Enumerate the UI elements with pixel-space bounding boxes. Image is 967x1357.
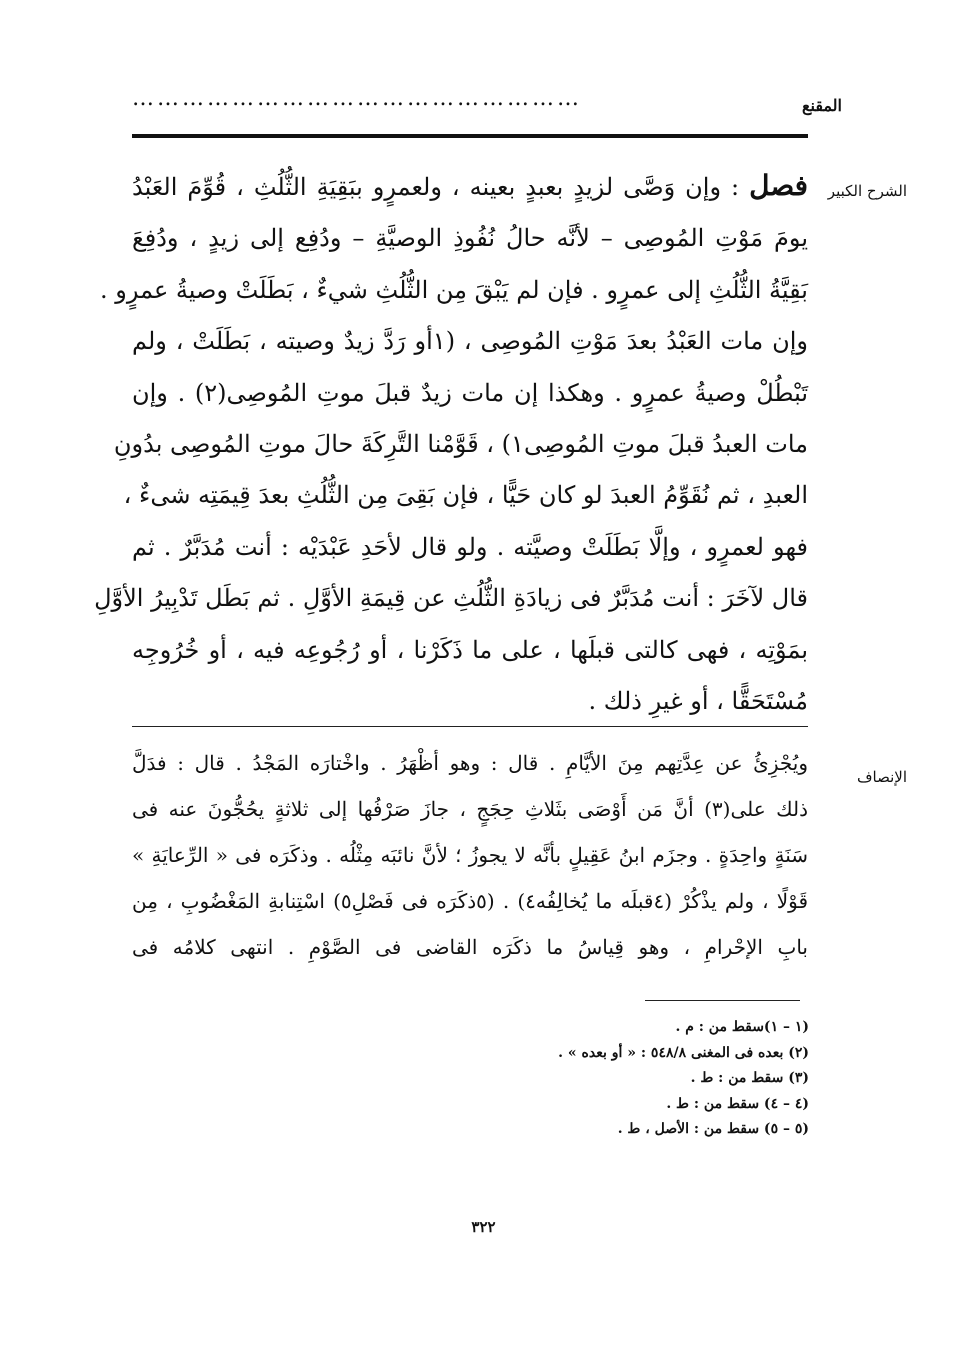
fasl-heading: فصل [749, 169, 808, 202]
sharh-line: قال لآخَرَ : أنت مُدَبَّرٌ فى زيادَةِ الثُّلُثِ عن قِيمَةِ الأوَّلِ . ثم بَطَل تَدْبِيرُ الأوَّلِ [94, 584, 808, 613]
sharh-line-text: : وإن وَصَّى لزيدٍ بعبدٍ بعينه ، ولعمرٍو ببَقِيَةِ الثُّلُثِ ، قُوِّمَ العَبْدُ [132, 173, 740, 201]
insaf-line: ذلك على(٣) أنَّ مَن أَوْصَى بثَلاثِ حِجَجٍ ، جازَ صَرْفُها إلى ثلاثةٍ يحُجُّونَ عنه فى [132, 797, 808, 821]
sharh-line: بمَوْتِه ، فهى كالتى قبلَها ، على ما ذَكَرْنا ، أو رُجُوعِه فيه ، أو خُرُوجِه [132, 635, 808, 664]
sharh-line: فهو لعمرٍو ، وإلَّا بَطَلَتْ وصيَّته . ولو قال لأحَدِ عَبْدَيْه : أنت مُدَبَّرٌ . ثم [132, 532, 808, 561]
section-divider [132, 726, 808, 727]
footnote: (٢) بعده فى المغنى ٥٤٨/٨ : « أو بعده » . [558, 1044, 809, 1061]
footnotes [409, 1015, 809, 1143]
insaf-line: بابِ الإحْرامِ ، وهو قِياسُ ما ذكَرَه القاضى فى الصَّوْمِ . انتهى كلامُه فى [132, 935, 808, 959]
section-label-sharh: الشرح الكبير [827, 182, 907, 200]
page-number: ٣٢٢ [471, 1218, 496, 1236]
sharh-line: وإن مات العَبْدُ بعدَ مَوْتِ المُوصِى ، (١أو رَدَّ زيدٌ وصيته ، بَطَلَتْ ، ولم [132, 327, 808, 356]
section-label-insaf: الإنصاف [856, 768, 907, 786]
footnote: (٣) سقط من : ط . [690, 1070, 809, 1086]
insaf-line: سَنَةٍ واحِدَةٍ . وجزَم ابنُ عَقِيلٍ بأنَّه لا يجوزُ ؛ لأنَّ نائبَه مِثْلُه . وذكَرَه فى « الرِّعايَةِ » [132, 843, 808, 867]
insaf-text-block [132, 740, 808, 970]
footnote: (١ – ١)سقط من : م . [675, 1019, 809, 1035]
insaf-line: ويُجْزِئُ عن عِدَّتِهم مِنَ الأيَّامِ . قال : وهو أظْهَرُ . واخْتارَه المَجْدُ . قال : فدَلَّ [132, 751, 808, 775]
footnote: (٥ – ٥) سقط من : الأصل ، ط . [617, 1121, 809, 1137]
sharh-line: بَقِيَّةُ الثُّلُثِ إلى عمرٍو . فإن لم يَبْقَ مِن الثُّلُثِ شيءٌ ، بَطَلَتْ وصيةُ عمرٍو . [100, 275, 808, 304]
running-header-title: المقنع [801, 96, 842, 115]
header-dot-leader: ……………………………………………… [132, 86, 582, 111]
sharh-line: العبدِ ، ثم نُقَوِّمُ العبدَ لو كان حَيًّا ، فإن بَقِىَ مِن الثُّلُثِ بعدَ قِيمَتِه شىءٌ ، [123, 481, 808, 510]
insaf-line: قَوْلًا ، ولم يذْكُرْ (٤قبلَه ما يُخالِفُه٤) . (٥ذكَرَه فى فَصْلِ٥) اسْتِنابةِ المَغْضُوبِ ، مِن [132, 889, 809, 913]
footnote: (٤ – ٤) سقط من : ط . [666, 1095, 809, 1112]
sharh-line [132, 160, 808, 213]
sharh-text-block [94, 160, 809, 727]
sharh-line: مُسْتَحَقًّا ، أو غيرِ ذلك . [588, 687, 808, 716]
sharh-line: تَبْطُلْ وصيةُ عمرٍو . وهكذا إن مات زيدٌ قبلَ موتِ المُوصِى(٢) . وإن [132, 378, 809, 407]
sharh-line: مات العبدُ قبلَ موتِ المُوصِى١) ، قَوَّمْنا التَّرِكَةَ حالَ موتِ المُوصِى بدُونِ [113, 430, 808, 459]
sharh-line: يومَ مَوْتِ المُوصِى – لأنَّه حالُ نُفُوذِ الوصيَّةِ – ودُفِع إلى زيدٍ ، ودُفِعَ [132, 224, 808, 253]
footnote-rule [645, 1000, 800, 1001]
header-rule [132, 134, 808, 138]
